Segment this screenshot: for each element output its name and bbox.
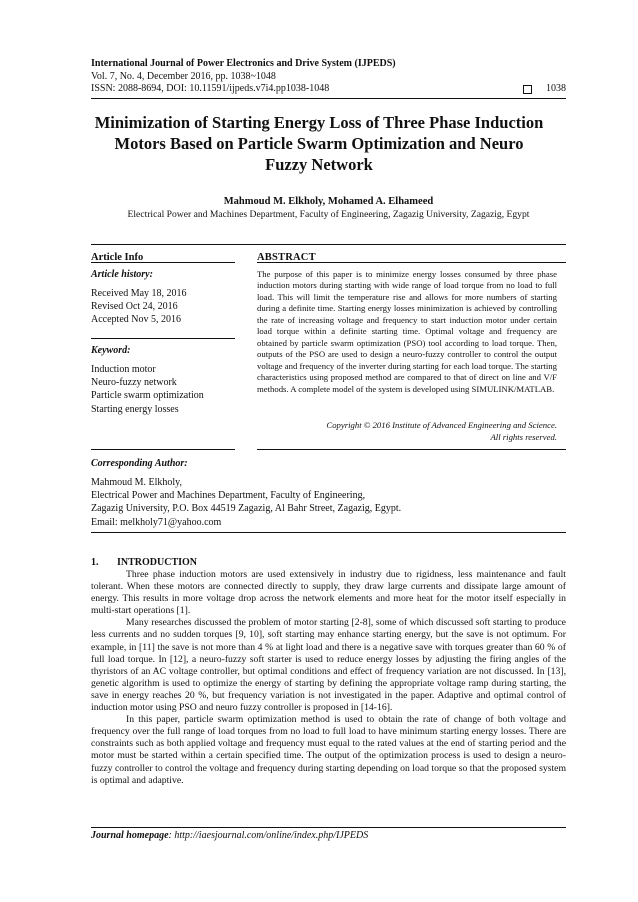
- square-bullet-icon: [523, 85, 532, 94]
- body-paragraph: Many researches discussed the problem of motor starting [2-8], some of which discussed soft starting to produce less currents and no sudden torques [9, 10], soft starting may enhance starting energy, but the save is not optimum. For example, in [11] the save is not more than 4 % at light load and there is a negative save with torques greater than 60 % of full load torque. In [12], a neuro-fuzzy soft starter is used to reduce energy losses by adjusting the firing angles of the thyristors of an AC voltage controller, but optimal conditions and effect of frequency variation are not discussed. In [13], genetic algorithm is used to optimize the energy of starting by defining the appropriate voltage ramp during starting, the save in energy reaches 20 %, but frequency variation is not investigated in the paper. Adaptive and optimal control of induction motor using PSO and neuro fuzzy controller is proposed in [14-16].: [91, 617, 566, 714]
- keyword-rule: [91, 338, 235, 339]
- journal-name: International Journal of Power Electronics and Drive System (IJPEDS): [91, 58, 396, 69]
- corresponding-name: Mahmoud M. Elkholy,: [91, 477, 183, 488]
- page-number-group: [523, 83, 566, 96]
- keyword-list: [91, 363, 204, 416]
- history-item: Accepted Nov 5, 2016: [91, 314, 181, 326]
- abstract-bottom-rule: [257, 449, 566, 450]
- info-bottom-rule: [91, 449, 235, 450]
- homepage-link[interactable]: : http://iaesjournal.com/online/index.php/IJPEDS: [168, 830, 369, 841]
- header-divider: [91, 98, 566, 99]
- title-line: Minimization of Starting Energy Loss of Three Phase Induction: [94, 113, 544, 132]
- corresponding-author-details: [91, 476, 566, 529]
- keyword-item: Starting energy losses: [91, 403, 179, 415]
- article-history-list: [91, 287, 187, 327]
- abstract-heading: ABSTRACT: [257, 252, 316, 263]
- corresponding-email: Email: melkholy71@yahoo.com: [91, 516, 222, 528]
- paper-authors: Mahmoud M. Elkholy, Mohamed A. Elhameed: [223, 196, 434, 207]
- section-heading: [91, 557, 197, 568]
- section-number: 1.: [91, 557, 99, 568]
- page-number: 1038: [546, 83, 566, 94]
- keyword-label: Keyword:: [91, 345, 131, 356]
- journal-volume: Vol. 7, No. 4, December 2016, pp. 1038~1048: [91, 70, 276, 82]
- corresponding-bottom-rule: [91, 532, 566, 533]
- author-affiliation: Electrical Power and Machines Department, Faculty of Engineering, Zagazig University, Zagazig, Egypt: [127, 209, 530, 220]
- copyright-notice: [257, 420, 557, 443]
- footer-divider: [91, 827, 566, 828]
- history-item: Revised Oct 24, 2016: [91, 301, 178, 313]
- article-info-heading: Article Info: [91, 252, 144, 263]
- keyword-item: Particle swarm optimization: [91, 390, 204, 402]
- title-line: Fuzzy Network: [265, 155, 373, 174]
- homepage-label: Journal homepage: [91, 830, 169, 841]
- keyword-item: Induction motor: [91, 364, 156, 375]
- rights-line: All rights reserved.: [490, 431, 557, 442]
- corresponding-address: Zagazig University, P.O. Box 44519 Zagazig, Al Bahr Street, Zagazig, Egypt.: [91, 503, 402, 515]
- paper-title: [80, 112, 558, 175]
- article-history-label: Article history:: [91, 269, 153, 280]
- journal-issn-doi: ISSN: 2088-8694, DOI: 10.11591/ijpeds.v7i4.pp1038-1048: [91, 83, 330, 94]
- keyword-item: Neuro-fuzzy network: [91, 377, 177, 389]
- section-title: INTRODUCTION: [117, 557, 198, 568]
- abstract-text: The purpose of this paper is to minimize energy losses consumed by three phase induction motors during starting with wide range of load torque from no load to full load. This will limit the temperature rise and allows for more numbers of starting during a definite time. Starting energy losses minimization is achieved by controlling the rate of increasing voltage and frequency to start induction motor under certain load torque within a definite starting time. Optimal voltage and frequency are obtained by particle swarm optimization (PSO) tool according to load torque. Then, outputs of the PSO are used to design a neuro-fuzzy controller to control the output voltage and frequency of the inverter during starting for each load torque. The starting characteristics using proposed method are compared to that of direct on line and V/F methods. A complete model of the system is developed using SIMULINK/MATLAB.: [257, 269, 557, 394]
- journal-footer: [91, 830, 368, 841]
- body-paragraph: In this paper, particle swarm optimization method is used to obtain the rate of change of both voltage and frequency over the full range of load torques from no load to full load to have minimum starting energy losses. There are constraints such as both applied voltage and frequency must equal to the rated values at the end of starting period and the motor must be started within a certain specified time. The output of the optimization process is used to design a neuro-fuzzy controller to control the voltage and frequency during starting depending on load torque so that the proposed system is optimal and adaptive.: [91, 714, 566, 786]
- section-top-rule: [91, 244, 566, 245]
- introduction-body: [91, 569, 566, 787]
- copyright-line: Copyright © 2016 Institute of Advanced Engineering and Science.: [326, 420, 557, 430]
- corresponding-department: Electrical Power and Machines Department, Faculty of Engineering,: [91, 490, 366, 502]
- journal-header: [91, 58, 566, 96]
- corresponding-author-label: Corresponding Author:: [91, 458, 188, 469]
- body-paragraph: Three phase induction motors are used extensively in industry due to rigidness, less maintenance and fault tolerant. When these motors are connected directly to supply, they draw large currents and dissipate large amount of energy. This results in more voltage drop across the network elements and more heat for the motor itself especially in multi-start operations [1].: [91, 569, 566, 617]
- history-item: Received May 18, 2016: [91, 288, 187, 299]
- title-line: Motors Based on Particle Swarm Optimization and Neuro: [114, 134, 524, 153]
